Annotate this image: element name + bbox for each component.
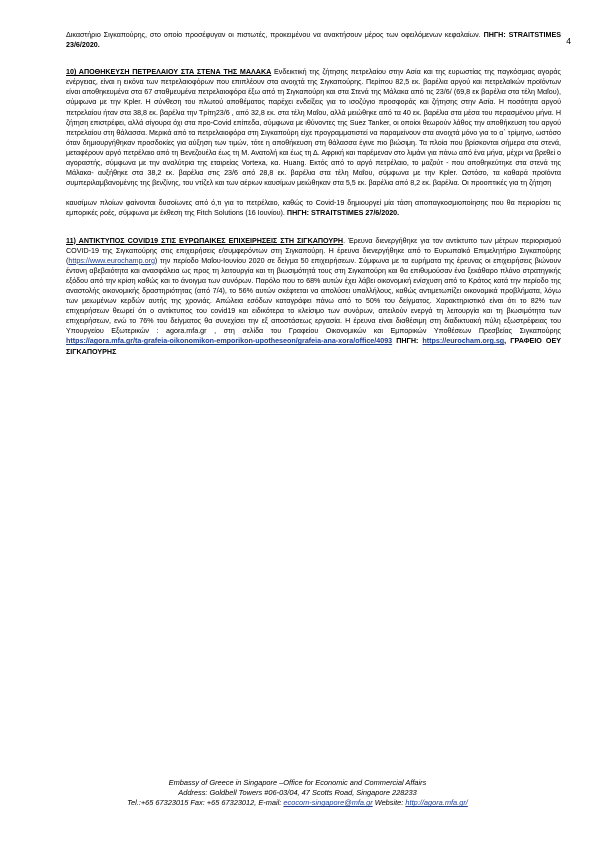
footer-embassy-line: Embassy of Greece in Singapore –Office for Economic and Commercial Affairs: [168, 778, 427, 787]
footer-website-link[interactable]: http://agora.mfa.gr/: [405, 798, 468, 808]
footer-address-line: Address: Goldbell Towers #06-03/04, 47 Scotts Road, Singapore 228233: [178, 788, 417, 798]
intro-text: Δικαστήριο Σιγκαπούρης, στο οποίο προσέφυγαν οι πιστωτές, προκειμένου να ανακτήσουν μέρος των οφειλόμενων κεφαλαίων.: [66, 31, 484, 39]
section-10-continuation-text: καυσίμων πλοίων φαίνονται δυσοίωνες από ό,τι για το πετρέλαιο, καθώς το Covid-19 δημιουργεί μία τάση αποπαγκοσμιοποίησης που θα περιορίσει τις εμπορικές ροές, σύμφωνα με έκθεση της Fitch Solutions (16 Ιουνίου).: [66, 199, 561, 218]
intro-paragraph: [66, 30, 561, 50]
section-11-paragraph: [66, 236, 561, 357]
eurochamp-link[interactable]: https://www.eurochamp.org: [68, 256, 155, 265]
footer-website-label: Website:: [372, 798, 406, 808]
section-10-paragraph: [66, 67, 561, 188]
section-11-body-2: ) την περίοδο Μαΐου-Ιουνίου 2020 σε δείγμα 50 επιχειρήσεων. Σύμφωνα με τα ευρήματα της έρευνας οι επιχειρήσεις βιώνουν έντονη αβεβαιότητα και ανασφάλεια ως προς τη λειτουργία και τη βιωσιμότητά τους στη Σιγκαπούρη και θα επιθυμούσαν ένα ξεκάθαρο πλάνο στρατηγικής εξόδου από την κρίση καθώς και το άνοιγμα των συνόρων. Παρόλο που το 68% αυτών έχει λάβει οικονομική ενίσχυση από το Κράτος κατά την περίοδο της αναστολής οικονομικής δραστηριότητας (από 7/4), το 56% αυτών σκέφτεται να απολύσει υπαλλήλους, καθώς αντιμετωπίζει οικονομικά προβλήματα, λόγω των μειωμένων κερδών αυτής της χρονιάς. Απώλεια εσόδων καταγράφει πάνω από το 50% του δείγματος. Χαρακτηριστικό είναι ότι το 82% των επιχειρήσεων θεωρεί ότι ο αντίκτυπος του covid19 και ειδικότερα το κλείσιμο των συνόρων, απειλούν ενεργά τη λειτουργία και τη βιωσιμότητα των επιχειρήσεων, ενώ το 76% του δείγματος θα συνεχίσει την εξ αποστάσεως εργασία. Η έρευνα είναι διαθέσιμη στη διαδικτυακή πύλη εξωστρέφειας του Υπουργείου Εξωτερικών : agora.mfa.gr , στη σελίδα του Γραφείου Οικονομικών και Εμπορικών Υποθέσεων Πρεσβείας Σιγκαπούρης: [66, 256, 561, 336]
section-10-heading: 10) ΑΠΟΘΗΚΕΥΣΗ ΠΕΤΡΕΛΑΙΟΥ ΣΤΑ ΣΤΕΝΑ ΤΗΣ ΜΑΛΑΚΑ: [66, 68, 272, 77]
footer-contact-line: [0, 798, 595, 808]
document-body: [66, 30, 561, 357]
section-10-continuation: [66, 198, 561, 218]
footer-email-link[interactable]: ecocom-singapore@mfa.gr: [283, 798, 373, 808]
page-number: 4: [566, 36, 571, 46]
section-11-heading: 11) ΑΝΤΙΚΤΥΠΟΣ COVID19 ΣΤΙΣ ΕΥΡΩΠΑΙΚΕΣ ΕΠΙΧΕΙΡΗΣΕΙΣ ΣΤΗ ΣΙΓΚΑΠΟΥΡΗ: [66, 236, 344, 245]
intro-source: ΠΗΓΗ: STRAITSTIMES 23/6/2020.: [66, 31, 561, 50]
agora-office-link[interactable]: https://agora.mfa.gr/ta-grafeia-oikonomikon-emporikon-upotheseon/grafeia-ana-xora/office/4093: [66, 337, 393, 346]
section-10-body: Ενδεικτική της ζήτησης πετρελαίου στην Ασία και της ευρωστίας της παγκόσμιας αγοράς ενέργειας, είναι η εικόνα των πετρελαιοφόρων που επιπλέουν στα ανοιχτά της Σιγκαπούρης. Περίπου 82,5 εκ. βαρέλια αργού και πετρελαϊκών προϊόντων είναι αποθηκευμένα στα 67 σταθμευμένα πετρελαιοφόρα έξω από τη Σιγκαπούρη και στα Στενά της Μάλακα από τις 23/6/ (69,8 εκ βαρέλια στα τέλη Μαΐου), σύμφωνα με την Kpler. Η σύνθεση του πλωτού αποθέματος παρέχει ενδείξεις για το ισοζύγιο προσφοράς και ζήτησης στην Ασία. Η ποσότητα αργού πετρελαίου ήταν στα 38,8 εκ. βαρέλια την Τρίτη23/6 , από 32,8 εκ. στα τέλη Μαΐου, αλλά μειώθηκε από τα 40 εκ. βαρέλια στα μέσα του περασμένου μήνα. Η ζήτηση επιστρέφει, αλλά σίγουρα όχι στα προ-Covid επίπεδα, σύμφωνα με ιθύνοντες της Suez Tanker, οι οποίοι θεωρούν λάθος την αποθήκευση του αργού πετρελαίου στη θάλασσα. Μερικά από τα πετρελαιοφόρα στη Σιγκαπούρη είχε προγραμματιστεί να παραμείνουν στα ανοιχτά μόνο για το α΄ τρίμηνο, ωστόσο όταν δημιουργήθηκαν προσδοκίες για αύξηση των τιμών, τότε η αποθήκευση στη θάλασσα έγινε πιο βιώσιμη. Τα πλοία που βρίσκονται σήμερα στα στενά, μεταφέρουν αργό πετρέλαιο από τη Βενεζουέλα έως τη Μ. Ανατολή και έως τη Δ. Αφρική και παρέμεναν στο λιμάνι για πάνω από ένα μήνα, μέχρι να βρεθεί ο αγοραστής, σύμφωνα με την αναλύτρια της εταιρείας Vortexa, κα. Huang. Εκτός από το αργό πετρέλαιο, το μαζούτ - που αποθηκεύτηκε στα στενά της Μάλακα- αυξήθηκε στα 38,2 εκ. βαρέλια στις 23/6 από 28,8 εκ. βαρέλια στα τέλη Μαΐου, σύμφωνα με την Kpler. Ωστόσο, τα καθαρά προϊόντα συμπεριλαμβανομένης της βενζίνης, του ντίζελ και των αέριων καυσίμων μειώθηκαν στα 5,5 εκ. βαρέλια από 8,2 εκ. βαρέλια. Οι προοπτικές για τη ζήτηση: [66, 68, 561, 188]
footer-tel-fax: Tel.:+65 67323015 Fax: +65 67323012, E-mail:: [127, 798, 284, 808]
section-11-body-1: . Έρευνα διενεργήθηκε για τον αντίκτυπο των μέτρων περιορισμού COVID-19 της Σιγκαπούρης στις επιχειρήσεις ε/συμφερόντων στη Σιγκαπούρη. Η έρευνα διενεργήθηκε από το Ευρωπαϊκό Επιμελητήριο Σιγκαπούρης (: [66, 236, 562, 265]
eurocham-link[interactable]: https://eurocham.org.sg: [422, 337, 505, 346]
section-10-source: ΠΗΓΗ: STRAITSTIMES 27/6/2020.: [286, 209, 400, 218]
section-11-source-label: ΠΗΓΗ:: [392, 337, 423, 346]
page-footer: [0, 778, 595, 809]
section-11-office: , ΓΡΑΦΕΙΟ ΟΕΥ ΣΙΓΚΑΠΟΥΡΗΣ: [66, 337, 561, 356]
